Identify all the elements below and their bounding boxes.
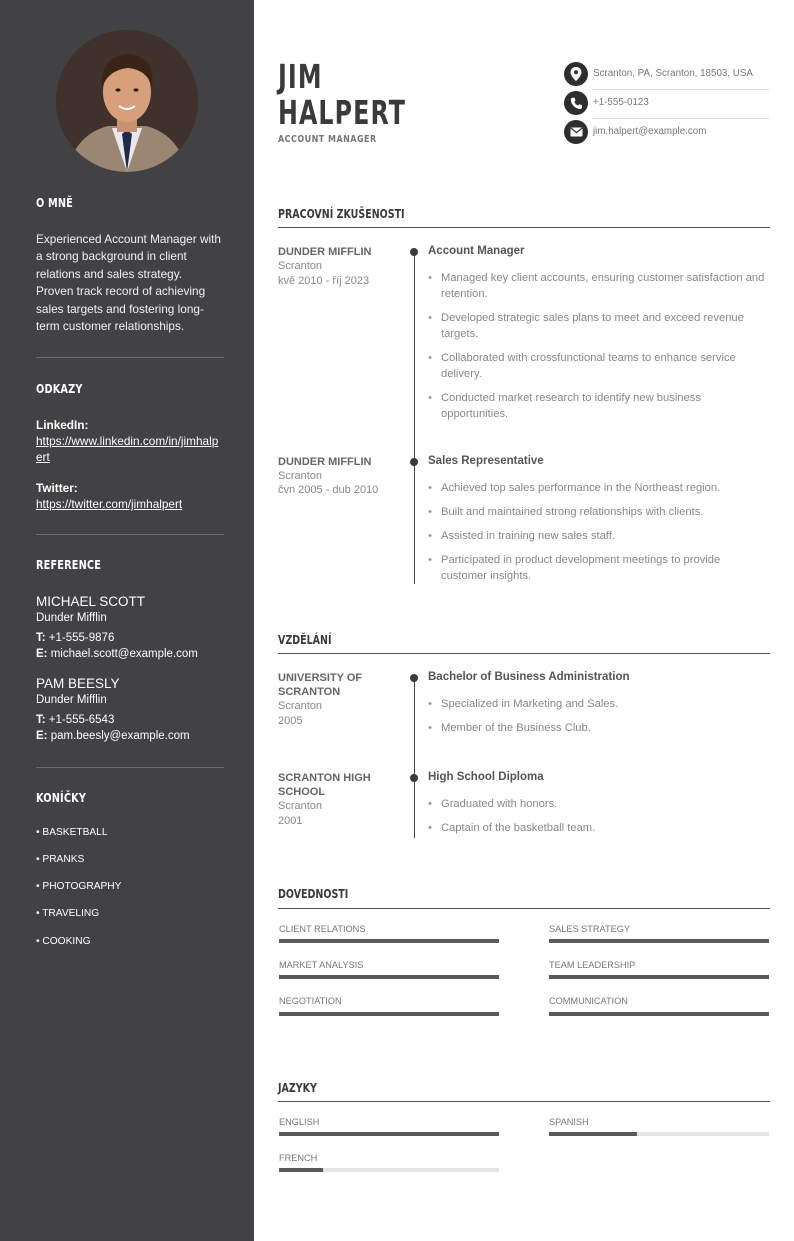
links-heading: ODKAZY (36, 381, 83, 396)
reference-company: Dunder Mifflin (36, 612, 107, 624)
section-rule (278, 227, 770, 228)
experience-heading: PRACOVNÍ ZKUŠENOSTI (278, 206, 405, 221)
reference-email: E: pam.beesly@example.com (36, 730, 190, 742)
section-rule (278, 1101, 770, 1102)
job-bullet: • Developed strategic sales plans to meet and exceed revenue targets. (428, 310, 768, 342)
profile-photo (56, 30, 198, 172)
contact-email: jim.halpert@example.com (564, 120, 769, 149)
timeline-dot (410, 248, 418, 256)
job-location: Scranton (278, 470, 323, 482)
job-bullet: • Collaborated with crossfunctional teams to enhance service delivery. (428, 350, 768, 382)
skill-bar (279, 1012, 499, 1016)
about-heading: O MNĚ (36, 195, 73, 210)
education-dates: 2001 (278, 815, 303, 827)
linkedin-link[interactable]: https://www.linkedin.com/in/jimhalpert (36, 434, 219, 464)
reference-email: E: michael.scott@example.com (36, 648, 198, 660)
twitter-link[interactable]: https://twitter.com/jimhalpert (36, 497, 183, 511)
skill-label: CLIENT RELATIONS (279, 924, 366, 934)
education-degree: Bachelor of Business Administration (428, 671, 630, 683)
reference-company: Dunder Mifflin (36, 694, 107, 706)
job-bullet: • Built and maintained strong relationships with clients. (428, 504, 768, 520)
skill-bar (549, 975, 769, 979)
job-bullet: • Managed key client accounts, ensuring customer satisfaction and retention. (428, 270, 768, 302)
references-heading: REFERENCE (36, 557, 102, 572)
job-dates: čvn 2005 - dub 2010 (278, 484, 379, 496)
hobby-item: • PRANKS (36, 854, 85, 865)
job-bullet: • Achieved top sales performance in the Northeast region. (428, 480, 768, 496)
contact-phone: +1-555-0123 (564, 91, 769, 120)
job-role: Sales Representative (428, 455, 544, 467)
section-rule (278, 653, 770, 654)
job-role: Account Manager (428, 245, 525, 257)
phone-icon (564, 91, 588, 115)
education-location: Scranton (278, 800, 323, 812)
reference-phone: T: +1-555-6543 (36, 714, 115, 726)
hobby-item: • TRAVELING (36, 908, 100, 919)
timeline-dot (410, 674, 418, 682)
skill-label: NEGOTIATION (279, 996, 342, 1006)
divider (36, 767, 224, 768)
skill-bar (549, 1012, 769, 1016)
education-bullet: • Graduated with honors. (428, 796, 768, 812)
job-bullet: • Conducted market research to identify new business opportunities. (428, 390, 768, 422)
skill-bar (549, 939, 769, 943)
education-org: SCRANTON HIGH SCHOOL (278, 772, 371, 798)
hobby-item: • COOKING (36, 936, 91, 947)
skills-heading: DOVEDNOSTI (278, 886, 349, 901)
reference-name: PAM BEESLY (36, 676, 120, 691)
job-title: ACCOUNT MANAGER (278, 134, 377, 145)
skill-label: MARKET ANALYSIS (279, 960, 364, 970)
language-label: ENGLISH (279, 1117, 320, 1127)
about-text: Experienced Account Manager with a strong background in client relations and sales strategy. Proven track record of achieving sales targets and fostering long-term customer relationships. (36, 232, 221, 334)
education-location: Scranton (278, 700, 323, 712)
timeline-line (414, 678, 415, 838)
skill-bar (279, 975, 499, 979)
skill-label: TEAM LEADERSHIP (549, 960, 636, 970)
education-org: UNIVERSITY OF SCRANTON (278, 672, 363, 698)
job-org: DUNDER MIFFLIN (278, 456, 372, 468)
linkedin-label: LinkedIn: (36, 418, 89, 432)
sidebar (0, 0, 254, 1241)
education-bullet: • Captain of the basketball team. (428, 820, 768, 836)
last-name: HALPERT (278, 93, 407, 132)
job-org: DUNDER MIFFLIN (278, 246, 372, 258)
twitter-label: Twitter: (36, 481, 78, 495)
timeline-dot (410, 774, 418, 782)
hobby-item: • PHOTOGRAPHY (36, 881, 122, 892)
education-bullet: • Member of the Business Club. (428, 720, 768, 736)
job-bullet: • Participated in product development meetings to provide customer insights. (428, 552, 768, 584)
job-location: Scranton (278, 260, 323, 272)
envelope-icon (564, 120, 588, 144)
reference-phone: T: +1-555-9876 (36, 632, 115, 644)
first-name: JIM (278, 57, 323, 96)
language-label: SPANISH (549, 1117, 589, 1127)
job-dates: kvě 2010 - říj 2023 (278, 275, 370, 287)
language-bar (279, 1168, 499, 1172)
reference-name: MICHAEL SCOTT (36, 594, 146, 609)
education-bullet: • Specialized in Marketing and Sales. (428, 696, 768, 712)
hobbies-heading: KONÍČKY (36, 790, 87, 805)
skill-label: COMMUNICATION (549, 996, 628, 1006)
skill-label: SALES STRATEGY (549, 924, 631, 934)
location-pin-icon (564, 62, 588, 86)
contact-address: Scranton, PA, Scranton, 18503, USA (564, 62, 769, 91)
education-heading: VZDĚLÁNÍ (278, 632, 332, 647)
divider (36, 534, 224, 535)
languages-heading: JAZYKY (278, 1080, 317, 1095)
job-bullet: • Assisted in training new sales staff. (428, 528, 768, 544)
language-bar (549, 1132, 769, 1136)
timeline-dot (410, 458, 418, 466)
education-dates: 2005 (278, 715, 303, 727)
section-rule (278, 908, 770, 909)
timeline-line (414, 252, 415, 584)
skill-bar (279, 939, 499, 943)
education-degree: High School Diploma (428, 771, 544, 783)
hobby-item: • BASKETBALL (36, 827, 108, 838)
language-bar (279, 1132, 499, 1136)
language-label: FRENCH (279, 1153, 318, 1163)
divider (36, 357, 224, 358)
